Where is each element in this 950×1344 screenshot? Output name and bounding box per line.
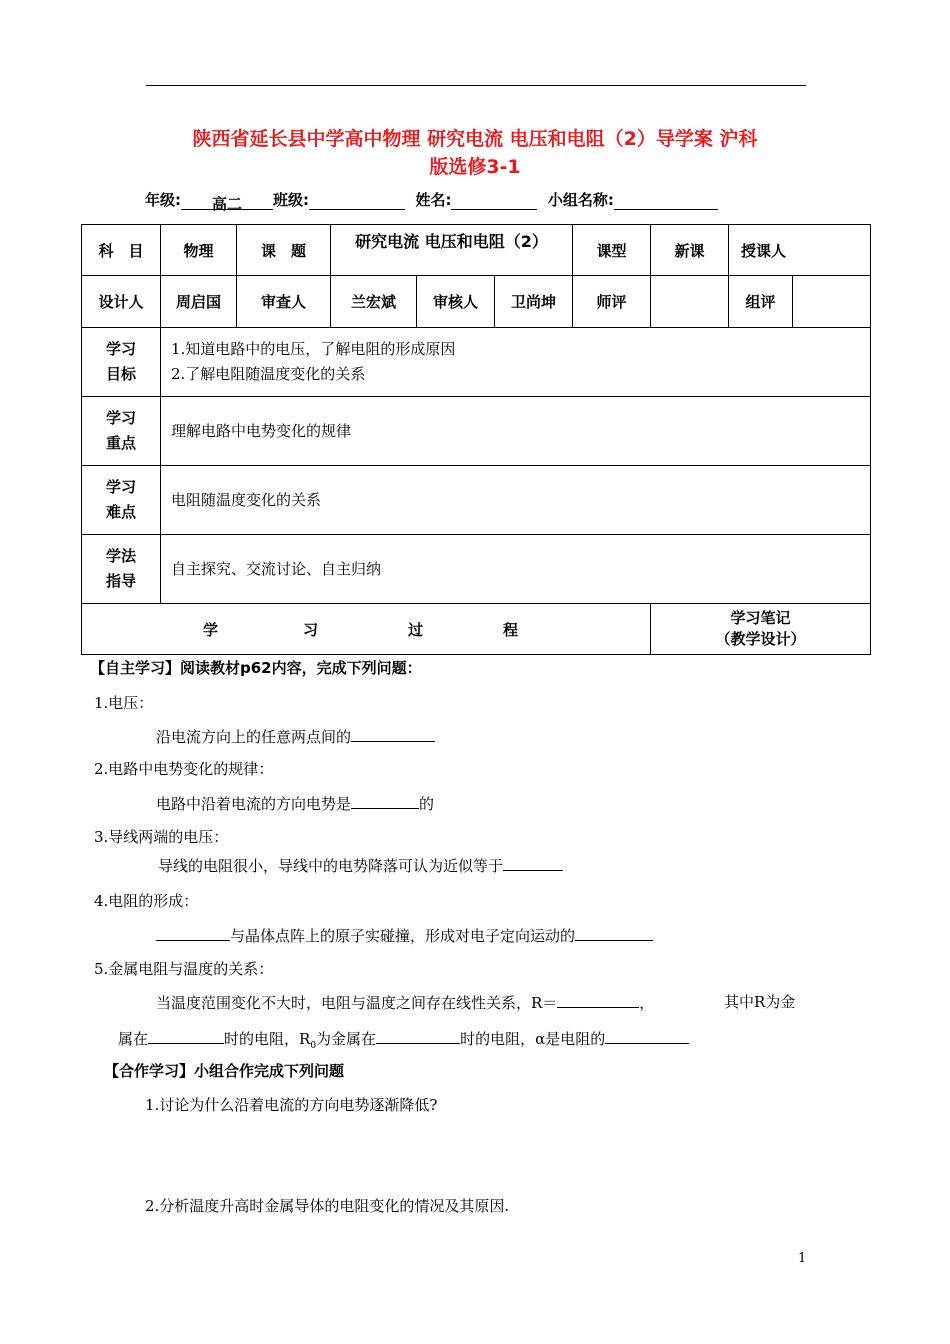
table-row xyxy=(82,604,871,655)
method-content: 自主探究、交流讨论、自主归纳 xyxy=(161,535,871,604)
goal-line-2: 2.了解电阻随温度变化的关系 xyxy=(171,365,366,383)
lesson-info-table xyxy=(81,224,871,655)
checker-value: 卫尚坤 xyxy=(495,276,573,328)
difficulty-content: 电阻随温度变化的关系 xyxy=(161,466,871,535)
page-number: 1 xyxy=(798,1251,807,1266)
doc-title-line2: 版选修3-1 xyxy=(429,156,521,178)
grade-field[interactable] xyxy=(181,193,273,213)
method-label: 学法 指导 xyxy=(82,535,161,604)
name-field[interactable] xyxy=(451,193,537,210)
self-study-heading: 【自主学习】阅读教材p62内容，完成下列问题： xyxy=(90,659,422,677)
goal-line-1: 1.知道电路中的电压，了解电阻的形成原因 xyxy=(171,340,456,358)
q4-blank-1[interactable] xyxy=(156,924,230,941)
q5-blank-1[interactable] xyxy=(557,991,639,1008)
q5-blank-2[interactable] xyxy=(148,1027,224,1044)
q5-heading: 5.金属电阻与温度的关系： xyxy=(94,960,274,978)
q5-line-1-tail: 其中R为金 xyxy=(724,993,796,1011)
group-eval-label: 组评 xyxy=(729,276,793,328)
q4-line: 与晶体点阵上的原子实碰撞，形成对电子定向运动的 xyxy=(156,924,653,946)
q3-line: 导线的电阻很小，导线中的电势降落可认为近似等于 xyxy=(158,854,563,876)
q5-line-1: 当温度范围变化不大时，电阻与温度之间存在线性关系，R＝ ， xyxy=(156,991,654,1013)
goals-content xyxy=(161,328,871,397)
checker-label: 审核人 xyxy=(417,276,495,328)
q3-heading: 3.导线两端的电压： xyxy=(94,828,229,846)
q2-line: 电路中沿着电流的方向电势是 的 xyxy=(156,792,434,814)
table-row xyxy=(82,276,871,328)
class-field[interactable] xyxy=(309,193,405,210)
subject-label: 科 目 xyxy=(82,225,161,276)
focus-content: 理解电路中电势变化的规律 xyxy=(161,397,871,466)
class-label: 班级: xyxy=(273,191,309,209)
difficulty-label: 学习 难点 xyxy=(82,466,161,535)
topic-value: 研究电流 电压和电阻（2） xyxy=(331,225,573,276)
group-field[interactable] xyxy=(614,193,718,210)
q2-heading: 2.电路中电势变化的规律： xyxy=(94,760,274,778)
lesson-type-label: 课型 xyxy=(573,225,651,276)
q4-blank-2[interactable] xyxy=(575,924,653,941)
header-rule xyxy=(146,85,806,86)
notes-header: 学习笔记 （教学设计） xyxy=(651,604,871,655)
group-eval-cell[interactable] xyxy=(793,276,871,328)
coop-q1: 1.讨论为什么沿着电流的方向电势逐渐降低? xyxy=(145,1096,438,1114)
student-info-line xyxy=(145,189,718,213)
topic-label: 课 题 xyxy=(237,225,331,276)
q5-line-2: 属在 时的电阻，$R_0$为金属在 时的电阻，α是电阻的 xyxy=(118,1027,689,1051)
doc-title-line1: 陕西省延长县中学高中物理 研究电流 电压和电阻（2）导学案 沪科 xyxy=(192,128,758,150)
lesson-type-value: 新课 xyxy=(651,225,729,276)
teacher-eval-cell[interactable] xyxy=(651,276,729,328)
name-label: 姓名: xyxy=(415,191,452,209)
q1-line: 沿电流方向上的任意两点间的 xyxy=(156,725,435,747)
coop-q2: 2.分析温度升高时金属导体的电阻变化的情况及其原因. xyxy=(145,1197,510,1215)
q2-blank[interactable] xyxy=(351,792,419,809)
reviewer-label: 审查人 xyxy=(237,276,331,328)
q5-blank-4[interactable] xyxy=(605,1027,689,1044)
table-row xyxy=(82,328,871,397)
table-row xyxy=(82,397,871,466)
q1-heading: 1.电压： xyxy=(94,694,154,712)
process-header: 学 习 过 程 xyxy=(82,604,651,655)
designer-label: 设计人 xyxy=(82,276,161,328)
q5-blank-3[interactable] xyxy=(376,1027,460,1044)
q4-heading: 4.电阻的形成： xyxy=(94,892,199,910)
teacher-eval-label: 师评 xyxy=(573,276,651,328)
table-row xyxy=(82,225,871,276)
table-row xyxy=(82,466,871,535)
goals-label: 学习 目标 xyxy=(82,328,161,397)
reviewer-value: 兰宏斌 xyxy=(331,276,417,328)
table-row xyxy=(82,535,871,604)
group-label: 小组名称: xyxy=(547,191,614,209)
coop-heading: 【合作学习】小组合作完成下列问题 xyxy=(104,1062,345,1080)
q3-blank[interactable] xyxy=(503,854,563,871)
grade-label: 年级: xyxy=(145,191,181,209)
subject-value: 物理 xyxy=(161,225,237,276)
focus-label: 学习 重点 xyxy=(82,397,161,466)
designer-value: 周启国 xyxy=(161,276,237,328)
teacher-label: 授课人 xyxy=(729,225,871,276)
q1-blank[interactable] xyxy=(351,725,435,742)
grade-value: 高二 xyxy=(211,195,242,213)
